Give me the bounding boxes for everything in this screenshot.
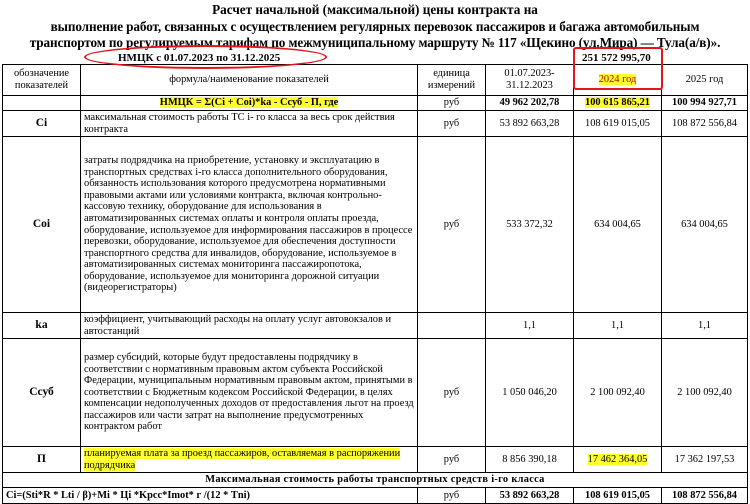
header-unit: единица измерений — [418, 65, 486, 96]
cell-unit: руб — [418, 447, 486, 473]
calculation-table — [2, 64, 748, 504]
cell-value-2023: 53 892 663,28 — [486, 111, 574, 137]
table-row-coi — [3, 137, 748, 313]
header-designation: обозначение показателей — [3, 65, 81, 96]
header-year-2025: 2025 год — [662, 65, 748, 96]
section-header: Максимальная стоимость работы транспортных средств i-го класса — [3, 473, 748, 488]
ci-formula: Ci=(Sti*R * Lti / β)+Mi * Цi *Kрсс*Imot* г /(12 * Tni) — [3, 488, 418, 504]
cell-text — [81, 447, 418, 473]
cell-value-2023: 1,1 — [486, 313, 574, 339]
title-line-2: выполнение работ, связанных с осуществлением регулярных перевозок пассажиров и багажа автомобильным — [50, 18, 700, 34]
header-period-2023: 01.07.2023-31.12.2023 — [486, 65, 574, 96]
table-row-nmck — [3, 96, 748, 111]
cell-value-2025: 1,1 — [662, 313, 748, 339]
p-description-highlighted: планируемая плата за проезд пассажиров, оставляемая в распоряжении подрядчика — [84, 447, 401, 471]
cell-value-2023: 49 962 202,78 — [486, 96, 574, 111]
red-oval-annotation — [84, 45, 327, 69]
nmck-total-value: 251 572 995,70 — [582, 52, 651, 64]
cell-label: П — [3, 447, 81, 473]
cell-value-2024: 1,1 — [574, 313, 662, 339]
table-row-ci — [3, 111, 748, 137]
cell-unit: руб — [418, 137, 486, 313]
cell-value-2025: 108 872 556,84 — [662, 111, 748, 137]
cell-value-2024: 2 100 092,40 — [574, 339, 662, 447]
cell-value-2023: 53 892 663,28 — [486, 488, 574, 504]
cell-unit — [418, 313, 486, 339]
cell-value-2023: 8 856 390,18 — [486, 447, 574, 473]
nmck-period-label: НМЦК с 01.07.2023 по 31.12.2025 — [118, 52, 281, 64]
cell-label: Ci — [3, 111, 81, 137]
cell-value-2025: 100 994 927,71 — [662, 96, 748, 111]
cell-text: размер субсидий, которые будут предоставлены подрядчику в соответствии с нормативным правовым актом субъекта Российской Федерации, муниципальным нормативным правовым актом, принятыми в соответствии с Бюджетным кодексом Российской Федерации, в целях компенсации недополученных доходов от предоставления льгот на проезд пассажиров или части затрат на выполнение предусмотренных контрактом работ — [81, 339, 418, 447]
cell-value-2023: 1 050 046,20 — [486, 339, 574, 447]
nmck-formula: НМЦК = Σ(Ci + Coi)*ka - Cсуб - П, где — [159, 97, 339, 109]
cell-label — [3, 96, 81, 111]
table-row-csub — [3, 339, 748, 447]
cell-value-2023: 533 372,32 — [486, 137, 574, 313]
cell-label: Cсуб — [3, 339, 81, 447]
cell-value-2024 — [574, 447, 662, 473]
cell-value-2025: 2 100 092,40 — [662, 339, 748, 447]
cell-value-2025: 108 872 556,84 — [662, 488, 748, 504]
cell-value-2024: 634 004,65 — [574, 137, 662, 313]
cell-value-2024: 108 619 015,05 — [574, 488, 662, 504]
title-line-1: Расчет начальной (максимальной) цены контракта на — [212, 2, 538, 17]
year-2024-label: 2024 год — [598, 74, 637, 85]
cell-value-2024: 108 619 015,05 — [574, 111, 662, 137]
cell-text: затраты подрядчика на приобретение, установку и эксплуатацию в транспортных средствах i-го класса дополнительного оборудования, обязанность использования которого предусмотрена нормативными правовыми актами или условиями контракта, включая контрольно-кассовую технику, оборудование для использования в автоматизированных системах оплаты и контроля оплаты проезда, оборудование, используемое для информирования пассажиров в процессе перевозки, оборудование, используемое для обеспечения доступности транспортного средства для инвалидов, оборудование, используемое в автоматизированных системах мониторинга пассажиропотока, оборудование, используемое для мониторинга дорожной ситуации (видеорегистраторы) — [81, 137, 418, 313]
title-line-3: транспортом по регулируемым тарифам по межмуниципальному маршруту № 117 «Щекино (ул.Мира) — Тула(а/в)». — [29, 35, 721, 50]
cell-unit: руб — [418, 488, 486, 504]
cell-text: коэффициент, учитывающий расходы на оплату услуг автовокзалов и автостанций — [81, 313, 418, 339]
cell-unit: руб — [418, 111, 486, 137]
header-formula: формула/наименование показателей — [81, 65, 418, 96]
table-row-ci-formula — [3, 488, 748, 504]
table-row-ka — [3, 313, 748, 339]
section-header-row — [3, 473, 748, 488]
document-title — [0, 2, 750, 52]
cell-value-2025: 17 362 197,53 — [662, 447, 748, 473]
nmck-2024-value: 100 615 865,21 — [585, 97, 650, 109]
red-rectangle-annotation — [573, 47, 663, 90]
cell-text: максимальная стоимость работы ТС i- го класса за весь срок действия контракта — [81, 111, 418, 137]
cell-label: ka — [3, 313, 81, 339]
cell-unit: руб — [418, 96, 486, 111]
cell-value-2025: 634 004,65 — [662, 137, 748, 313]
cell-value-2024 — [574, 96, 662, 111]
cell-label: Coi — [3, 137, 81, 313]
cell-unit: руб — [418, 339, 486, 447]
cell-text — [81, 96, 418, 111]
p-2024-value-highlighted: 17 462 364,05 — [587, 453, 648, 465]
table-row-p — [3, 447, 748, 473]
